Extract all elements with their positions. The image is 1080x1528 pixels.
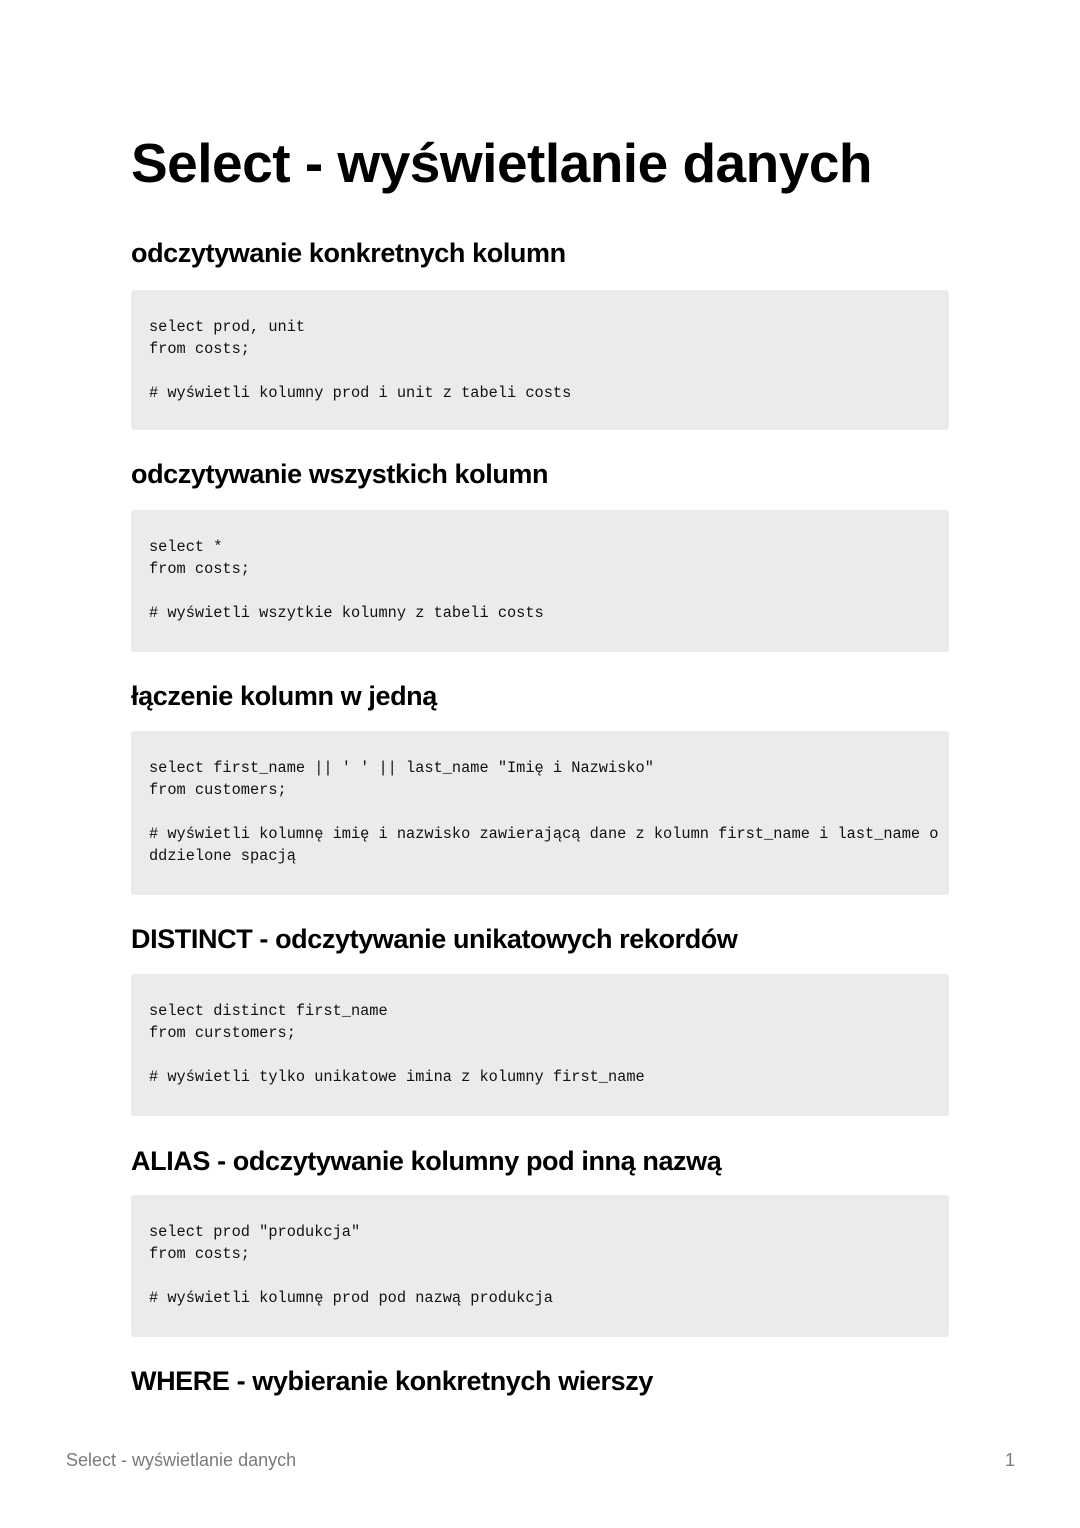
code-block-all-columns (131, 510, 949, 652)
code-block-specific-columns (131, 290, 949, 430)
code-line: from costs; (149, 340, 250, 358)
code-line: from curstomers; (149, 1024, 296, 1042)
footer-document-name: Select - wyświetlanie danych (66, 1450, 297, 1470)
code-line: select first_name || ' ' || last_name "Imię i Nazwisko" (149, 759, 654, 777)
section-heading-specific-columns: odczytywanie konkretnych kolumn (131, 238, 566, 268)
code-line (149, 580, 931, 602)
code-comment: # wyświetli wszytkie kolumny z tabeli costs (149, 604, 544, 622)
section-heading-concatenate-columns: łączenie kolumn w jedną (131, 681, 437, 711)
section-heading-where: WHERE - wybieranie konkretnych wierszy (131, 1366, 653, 1396)
code-line: select prod "produkcja" (149, 1223, 361, 1241)
code-line: select distinct first_name (149, 1002, 388, 1020)
code-line: select prod, unit (149, 318, 306, 336)
code-line (149, 801, 931, 823)
code-line (149, 360, 931, 382)
code-line (149, 1044, 931, 1066)
code-block-concatenate-columns (131, 731, 949, 895)
section-heading-distinct: DISTINCT - odczytywanie unikatowych rekordów (131, 924, 738, 954)
code-line: select * (149, 538, 223, 556)
footer-page-number: 1 (1004, 1450, 1015, 1470)
section-heading-all-columns: odczytywanie wszystkich kolumn (131, 459, 549, 489)
code-comment: # wyświetli kolumnę imię i nazwisko zawierającą dane z kolumn first_name i last_name o (149, 825, 939, 843)
code-block-alias (131, 1195, 949, 1337)
code-line: from costs; (149, 560, 250, 578)
code-block-distinct (131, 974, 949, 1116)
code-comment: # wyświetli kolumny prod i unit z tabeli costs (149, 384, 572, 402)
code-line: from costs; (149, 1245, 250, 1263)
code-comment-continued: ddzielone spacją (149, 847, 296, 865)
document-title: Select - wyświetlanie danych (131, 132, 873, 194)
code-line: from customers; (149, 781, 287, 799)
code-line (149, 1265, 931, 1287)
code-comment: # wyświetli kolumnę prod pod nazwą produkcja (149, 1289, 553, 1307)
code-comment: # wyświetli tylko unikatowe imina z kolumny first_name (149, 1068, 645, 1086)
section-heading-alias: ALIAS - odczytywanie kolumny pod inną nazwą (131, 1146, 722, 1176)
